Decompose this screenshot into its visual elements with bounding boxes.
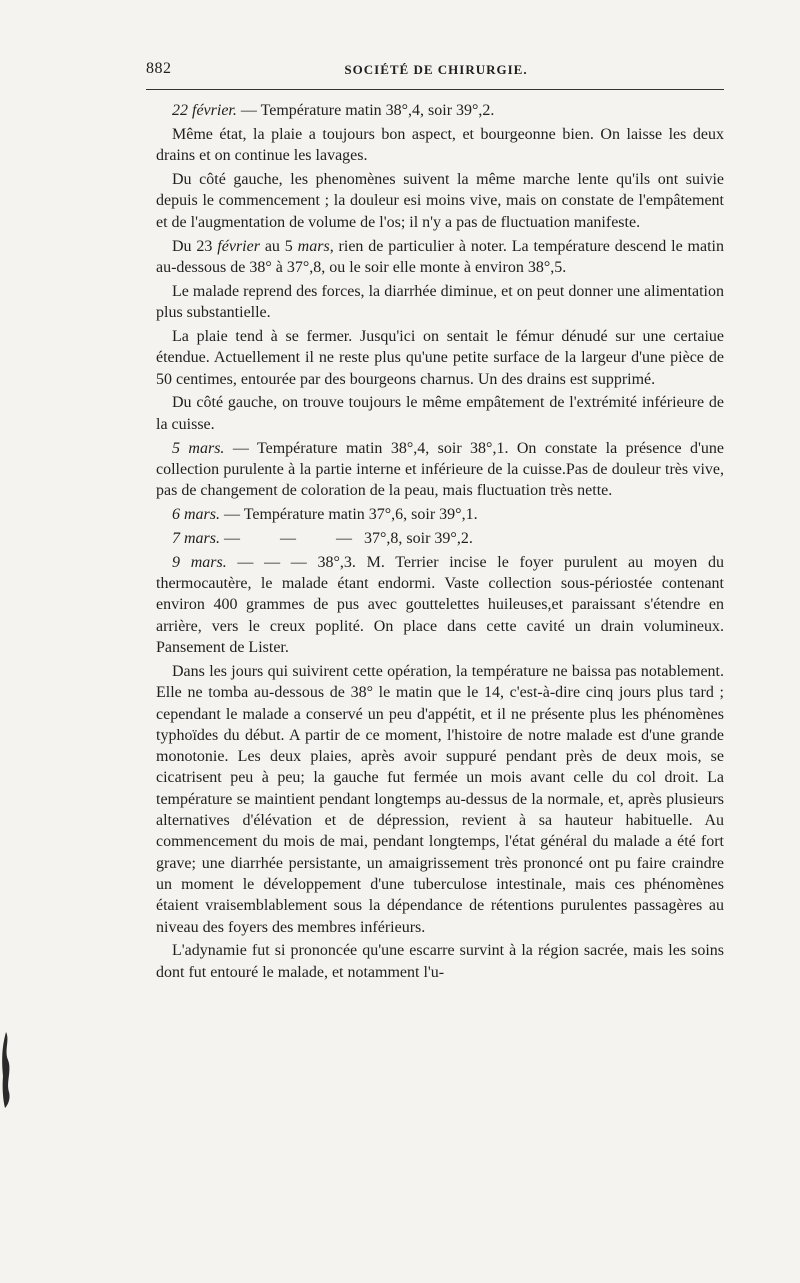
- paragraph-text: au 5: [259, 237, 298, 255]
- running-head: SOCIÉTÉ DE CHIRURGIE.: [344, 62, 528, 77]
- paragraph-8: [156, 438, 724, 502]
- paragraph-text: Du 23: [172, 237, 218, 255]
- date-label: 9 mars.: [172, 553, 227, 571]
- paragraph-text: , rien de particulier à noter. La température descend le matin au-dessous de 38° à 37°,8, ou le soir elle monte à environ 38°,5.: [156, 237, 724, 276]
- paragraph-text: — Température matin 37°,6, soir 39°,1.: [220, 506, 478, 524]
- paragraph-11: [156, 552, 724, 658]
- header-rule: [146, 89, 724, 90]
- paragraph-3: Du côté gauche, les phenomènes suivent la même marche lente qu'ils ont suivie depuis le commencement ; la douleur esi moins vive, mais on constate de l'empâtement et de l'augmentation de volume de l'os; il n'y a pas de fluctuation manifeste.: [156, 171, 724, 231]
- paragraph-7: Du côté gauche, on trouve toujours le même empâtement de l'extrémité inférieure de la cuisse.: [156, 394, 724, 433]
- paragraph-9: [156, 504, 724, 525]
- page-number: 882: [146, 60, 172, 77]
- paragraph-13: L'adynamie fut si prononcée qu'une escarre survint à la région sacrée, mais les soins dont fut entouré le malade, et notamment l'u-: [156, 942, 724, 981]
- italic-text: février: [217, 237, 260, 255]
- body-text: [156, 100, 724, 986]
- date-label: 7 mars.: [172, 529, 221, 547]
- date-label: 6 mars.: [172, 506, 221, 524]
- paragraph-6: La plaie tend à se fermer. Jusqu'ici on sentait le fémur dénudé sur une certaiue étendue. Actuellement il ne reste plus qu'une petite surface de la largeur d'une pièce de 50 centimes, entourée par des bourgeons charnus. Un des drains est supprimé.: [156, 327, 724, 388]
- margin-ink-stain: [0, 1030, 16, 1110]
- date-label: 5 mars.: [172, 439, 225, 457]
- paragraph-10: [156, 528, 724, 549]
- paragraph-1: [156, 100, 724, 121]
- paragraph-text: — — — 37°,8, soir 39°,2.: [220, 529, 473, 547]
- paragraph-text: — — — 38°,3. M. Terrier incise le foyer purulent au moyen du thermocautère, le malade étant endormi. Vaste collection sous-périostée contenant environ 400 grammes de pus avec gouttelettes huileuses,et paraissant s'étendre en arrière, vers le creux poplité. On place dans cette cavité un drain volumineux. Pansement de Lister.: [156, 553, 725, 657]
- date-label: 22 février.: [172, 102, 237, 119]
- paragraph-text: — Température matin 38°,4, soir 38°,1. On constate la présence d'une collection purulente à la partie interne et inférieure de la cuisse.Pas de douleur très vive, pas de changement de coloration de la peau, mais fluctuation très nette.: [156, 439, 724, 500]
- paragraph-12: Dans les jours qui suivirent cette opération, la température ne baissa pas notablement. Elle ne tomba au-dessous de 38° le matin que le 14, c'est-à-dire cinq jours plus tard ; cependant le malade a conservé un peu d'appétit, et il ne présente plus les phénomènes typhoïdes du début. A partir de ce moment, l'histoire de notre malade est d'une grande monotonie. Les deux plaies, après avoir suppuré pendant près de deux mois, se cicatrisent peu à peu; la gauche fut fermée un mois avant celle du col droit. La température se maintient pendant longtemps au-dessus de la normale, et, après plusieurs alternatives d'élévation et de dépression, revient à sa hauteur habituelle. Au commencement du mois de mai, pendant longtemps, l'état général du malade a été fort grave; une diarrhée persistante, un amaigrissement très prononcé ont pu faire craindre un moment le développement d'une tuberculose intestinale, mais ces phénomènes étaient vraisemblablement sous la dépendance de rétentions purulentes passagères au niveau des foyers des membres inférieurs.: [156, 662, 724, 936]
- italic-text: mars: [297, 237, 330, 255]
- paragraph-text: — Température matin 38°,4, soir 39°,2.: [236, 102, 495, 119]
- paragraph-5: Le malade reprend des forces, la diarrhée diminue, et on peut donner une alimentation plus substantielle.: [156, 282, 724, 322]
- paragraph-2: Même état, la plaie a toujours bon aspect, et bourgeonne bien. On laisse les deux drains et on continue les lavages.: [156, 125, 724, 165]
- page-header: [146, 56, 726, 86]
- paragraph-4: [156, 236, 724, 279]
